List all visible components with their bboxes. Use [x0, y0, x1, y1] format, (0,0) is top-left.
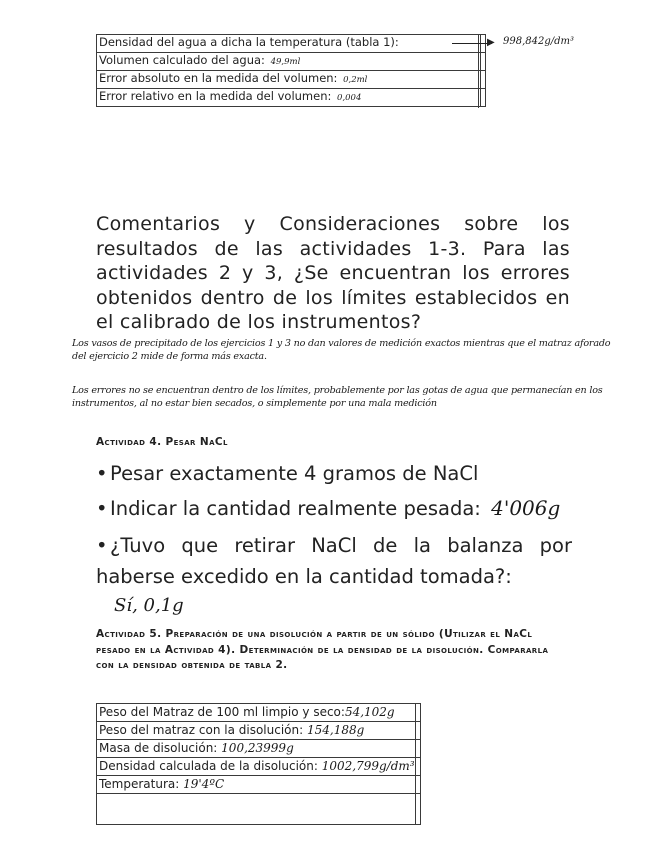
table-row-empty	[97, 794, 421, 825]
volume-label: Volumen calculado del agua:	[99, 53, 269, 67]
table-cell-empty	[416, 722, 421, 740]
density-label: Densidad del agua a dicha la temperatura (tabla 1):	[99, 35, 399, 49]
flask-weight-value: 54,102g	[344, 705, 395, 719]
comments-question: Comentarios y Consideraciones sobre los resultados de las actividades 1-3. Para las actividades 2 y 3, ¿Se encuentran los errores obtenidos dentro de los límites establecidos en el calibrado de los instrumentos?	[96, 213, 570, 333]
flask-solution-weight-value: 154,188g	[306, 723, 365, 737]
table-row	[97, 740, 421, 758]
table-cell-empty	[416, 740, 421, 758]
removed-amount-value: Sí, 0,1g	[114, 595, 184, 616]
table-cell-empty	[97, 794, 416, 825]
rel-error-cell	[97, 89, 481, 107]
table-row	[97, 35, 486, 53]
table-row	[97, 758, 421, 776]
table-cell-empty	[481, 89, 486, 107]
table-cell-empty	[416, 776, 421, 794]
comments-answer-1: Los vasos de precipitado de los ejercicios 1 y 3 no dan valores de medición exactos mientras que el matraz aforado del ejercicio 2 mide de forma más exacta.	[72, 338, 611, 362]
solution-results-table	[96, 703, 421, 825]
bullet-text: Indicar la cantidad realmente pesada:	[110, 497, 488, 520]
activity4-title: Actividad 4. Pesar NaCl	[96, 436, 228, 448]
table-row	[97, 53, 486, 71]
bullet-text: ¿Tuvo que retirar NaCl de la balanza por haberse excedido en la cantidad tomada?:	[96, 534, 572, 588]
rel-error-value: 0,004	[337, 93, 362, 103]
volume-cell	[97, 53, 481, 71]
table-row	[97, 89, 486, 107]
table-cell-empty	[416, 704, 421, 722]
temperature-cell	[97, 776, 416, 794]
solution-density-label: Densidad calculada de la disolución:	[99, 759, 322, 773]
density-cell	[97, 35, 481, 53]
table-divider-line	[478, 34, 479, 108]
activity4-bullet-1	[96, 458, 572, 490]
abs-error-label: Error absoluto en la medida del volumen:	[99, 71, 342, 85]
rel-error-label: Error relativo en la medida del volumen:	[99, 89, 336, 103]
abs-error-value: 0,2ml	[343, 75, 368, 85]
flask-solution-weight-cell	[97, 722, 416, 740]
temperature-value: 19'4ºC	[183, 777, 225, 791]
table-row	[97, 776, 421, 794]
activity4-bullet-3	[96, 530, 572, 621]
temperature-label: Temperatura:	[99, 777, 184, 791]
flask-weight-label: Peso del Matraz de 100 ml limpio y seco:	[99, 705, 345, 719]
weighed-amount-value: 4'006g	[491, 496, 561, 520]
activity4-bullet-2	[96, 492, 572, 525]
comments-answer-2: Los errores no se encuentran dentro de los límites, probablemente por las gotas de agua que permanecían en los instrumentos, al no estar bien secados, o simplemente por una mala medición	[72, 385, 603, 409]
bullet-text: Pesar exactamente 4 gramos de NaCl	[110, 462, 479, 485]
table-row	[97, 71, 486, 89]
flask-solution-weight-label: Peso del matraz con la disolución:	[99, 723, 307, 737]
table-cell-empty	[481, 53, 486, 71]
solution-mass-cell	[97, 740, 416, 758]
density-annotation: 998,842g/dm³	[503, 36, 575, 47]
flask-weight-cell	[97, 704, 416, 722]
table-row	[97, 722, 421, 740]
volume-value: 49,9ml	[270, 57, 301, 67]
table-row	[97, 704, 421, 722]
solution-density-value: 1002,799g/dm³	[321, 759, 415, 773]
arrow-line	[452, 43, 492, 44]
solution-mass-value: 100,23999g	[221, 741, 294, 755]
bullet-icon: •	[96, 497, 108, 520]
activity5-title: Actividad 5. Preparación de una disolución a partir de un sólido (Utilizar el NaCl pesado en la Actividad 4). Determinación de la densidad de la disolución. Compararla con la densidad obtenida de tabla 2.	[96, 628, 549, 671]
solution-density-cell	[97, 758, 416, 776]
table-cell-empty	[481, 71, 486, 89]
table-cell-empty	[416, 794, 421, 825]
arrow-head-icon: ▶	[487, 37, 495, 48]
table-cell-empty	[416, 758, 421, 776]
bullet-icon: •	[96, 462, 108, 485]
abs-error-cell	[97, 71, 481, 89]
bullet-icon: •	[96, 534, 108, 557]
solution-mass-label: Masa de disolución:	[99, 741, 222, 755]
volume-results-table	[96, 34, 486, 107]
